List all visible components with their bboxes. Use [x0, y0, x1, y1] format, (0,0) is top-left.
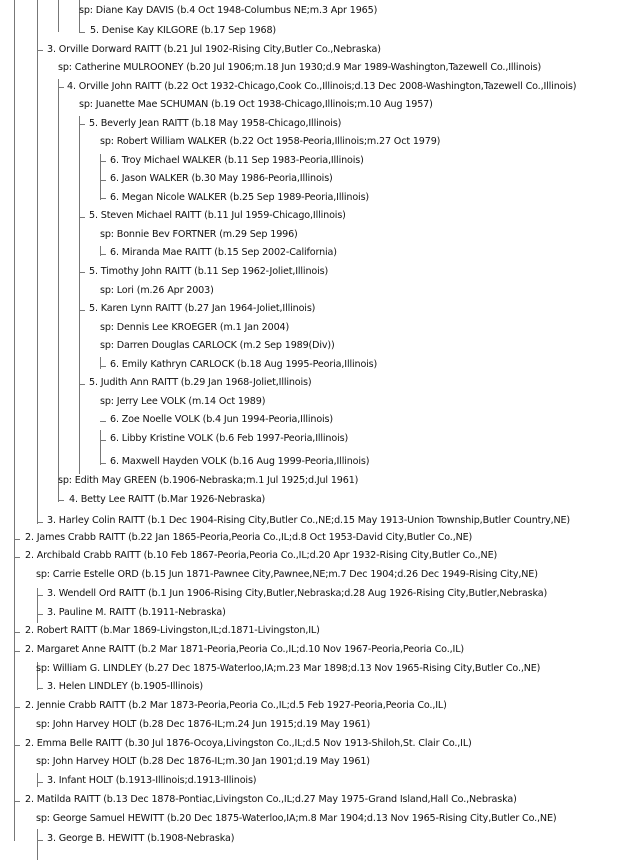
person-entry: 6. Zoe Noelle VOLK (b.4 Jun 1994-Peoria,Illinois)	[110, 414, 333, 425]
tree-line	[100, 357, 101, 369]
spouse-entry: sp: William G. LINDLEY (b.27 Dec 1875-Waterloo,IA;m.23 Mar 1898;d.13 Nov 1965-Rising City,Butler Co.,NE)	[36, 663, 541, 674]
tree-line	[100, 430, 101, 465]
person-entry: 6. Emily Kathryn CARLOCK (b.18 Aug 1995-Peoria,Illinois)	[110, 359, 378, 370]
tree-branch	[79, 124, 85, 125]
tree-branch	[14, 745, 20, 746]
tree-branch	[79, 32, 85, 33]
tree-branch	[100, 421, 106, 422]
person-entry: 3. Helen LINDLEY (b.1905-Illinois)	[47, 681, 203, 692]
tree-branch	[14, 801, 20, 802]
person-entry: 3. Orville Dorward RAITT (b.21 Jul 1902-Rising City,Butler Co.,Nebraska)	[47, 44, 381, 55]
person-entry: 5. Timothy John RAITT (b.11 Sep 1962-Joliet,Illinois)	[89, 266, 329, 277]
person-entry: 2. Robert RAITT (b.Mar 1869-Livingston,IL;d.1871-Livingston,IL)	[25, 625, 320, 636]
tree-branch	[100, 180, 106, 181]
person-entry: 4. Betty Lee RAITT (b.Mar 1926-Nebraska)	[69, 494, 266, 505]
person-entry: 2. Archibald Crabb RAITT (b.10 Feb 1867-Peoria,Peoria Co.,IL;d.20 Apr 1932-Rising City,Butler Co.,NE)	[25, 550, 498, 561]
spouse-entry: sp: Diane Kay DAVIS (b.4 Oct 1948-Columbus NE;m.3 Apr 1965)	[79, 5, 378, 16]
tree-branch	[37, 782, 43, 783]
tree-branch	[100, 198, 106, 199]
tree-branch	[100, 463, 106, 464]
tree-line	[58, 0, 59, 32]
spouse-entry: sp: Bonnie Bev FORTNER (m.29 Sep 1996)	[100, 229, 298, 240]
tree-branch	[100, 440, 106, 441]
tree-line	[37, 829, 38, 860]
person-entry: 2. James Crabb RAITT (b.22 Jan 1865-Peoria,Peoria Co.,IL;d.8 Oct 1953-David City,Butler Co.,NE)	[25, 532, 473, 543]
person-entry: 5. Karen Lynn RAITT (b.27 Jan 1964-Joliet,Illinois)	[89, 303, 316, 314]
tree-branch	[37, 840, 43, 841]
tree-branch	[100, 161, 106, 162]
tree-branch	[58, 500, 64, 501]
tree-branch	[37, 688, 43, 689]
tree-branch	[14, 557, 20, 558]
person-entry: 5. Denise Kay KILGORE (b.17 Sep 1968)	[90, 25, 277, 36]
spouse-entry: sp: Carrie Estelle ORD (b.15 Jun 1871-Pawnee City,Pawnee,NE;m.7 Dec 1904;d.26 Dec 1949-Rising City,NE)	[36, 569, 538, 580]
person-entry: 3. Pauline M. RAITT (b.1911-Nebraska)	[47, 607, 226, 618]
person-entry: 3. Wendell Ord RAITT (b.1 Jun 1906-Rising City,Butler,Nebraska;d.28 Aug 1926-Rising City,Butler,Nebraska)	[47, 588, 548, 599]
person-entry: 2. Margaret Anne RAITT (b.2 Mar 1871-Peoria,Peoria Co.,IL;d.10 Nov 1967-Peoria,Peoria Co.,IL)	[25, 644, 464, 655]
tree-line	[14, 0, 15, 841]
tree-branch	[58, 87, 64, 88]
spouse-entry: sp: Dennis Lee KROEGER (m.1 Jan 2004)	[100, 322, 290, 333]
spouse-entry: sp: George Samuel HEWITT (b.20 Dec 1875-Waterloo,IA;m.8 Mar 1904;d.13 Nov 1965-Rising City,Butler Co.,NE)	[36, 813, 557, 824]
tree-branch	[100, 254, 106, 255]
tree-branch	[14, 707, 20, 708]
person-entry: 6. Maxwell Hayden VOLK (b.16 Aug 1999-Peoria,Illinois)	[110, 456, 370, 467]
person-entry: 3. Harley Colin RAITT (b.1 Dec 1904-Rising City,Butler Co.,NE;d.15 May 1913-Union Township,Butler Country,NE)	[47, 515, 570, 526]
person-entry: 3. George B. HEWITT (b.1908-Nebraska)	[47, 833, 235, 844]
tree-line	[37, 588, 38, 623]
person-entry: 6. Megan Nicole WALKER (b.25 Sep 1989-Peoria,Illinois)	[110, 192, 370, 203]
tree-line	[79, 116, 80, 474]
spouse-entry: sp: Jerry Lee VOLK (m.14 Oct 1989)	[100, 396, 266, 407]
tree-branch	[37, 522, 43, 523]
tree-branch	[79, 384, 85, 385]
person-entry: 6. Miranda Mae RAITT (b.15 Sep 2002-California)	[110, 247, 337, 258]
tree-branch	[79, 272, 85, 273]
tree-branch	[14, 539, 20, 540]
person-entry: 5. Steven Michael RAITT (b.11 Jul 1959-Chicago,Illinois)	[89, 210, 346, 221]
spouse-entry: sp: Robert William WALKER (b.22 Oct 1958-Peoria,Illinois;m.27 Oct 1979)	[100, 136, 441, 147]
person-entry: 5. Judith Ann RAITT (b.29 Jan 1968-Joliet,Illinois)	[89, 377, 312, 388]
person-entry: 2. Matilda RAITT (b.13 Dec 1878-Pontiac,Livingston Co.,IL;d.27 May 1975-Grand Island,Hall Co.,Nebraska)	[25, 794, 517, 805]
person-entry: 4. Orville John RAITT (b.22 Oct 1932-Chicago,Cook Co.,Illinois;d.13 Dec 2008-Washington,Tazewell Co.,Illinois)	[67, 81, 577, 92]
tree-branch	[100, 366, 106, 367]
person-entry: 2. Emma Belle RAITT (b.30 Jul 1876-Ocoya,Livingston Co.,IL;d.5 Nov 1913-Shiloh,St. Clair Co.,IL)	[25, 738, 472, 749]
tree-branch	[37, 595, 43, 596]
person-entry: 6. Troy Michael WALKER (b.11 Sep 1983-Peoria,Illinois)	[110, 155, 364, 166]
tree-line	[58, 79, 59, 502]
spouse-entry: sp: Catherine MULROONEY (b.20 Jul 1906;m.18 Jun 1930;d.9 Mar 1989-Washington,Tazewell Co.,Illinois)	[58, 62, 542, 73]
person-entry: 3. Infant HOLT (b.1913-Illinois;d.1913-Illinois)	[47, 775, 257, 786]
tree-line	[37, 773, 38, 787]
spouse-entry: sp: Juanette Mae SCHUMAN (b.19 Oct 1938-Chicago,Illinois;m.10 Aug 1957)	[79, 99, 433, 110]
person-entry: 5. Beverly Jean RAITT (b.18 May 1958-Chicago,Illinois)	[89, 118, 342, 129]
tree-line	[37, 0, 38, 524]
tree-branch	[14, 651, 20, 652]
spouse-entry: sp: Darren Douglas CARLOCK (m.2 Sep 1989(Div))	[100, 340, 335, 351]
tree-branch	[14, 632, 20, 633]
spouse-entry: sp: Lori (m.26 Apr 2003)	[100, 285, 214, 296]
spouse-entry: sp: John Harvey HOLT (b.28 Dec 1876-IL;m.30 Jan 1901;d.19 May 1961)	[36, 756, 370, 767]
spouse-entry: sp: Edith May GREEN (b.1906-Nebraska;m.1 Jul 1925;d.Jul 1961)	[58, 475, 359, 486]
tree-branch	[79, 310, 85, 311]
person-entry: 6. Jason WALKER (b.30 May 1986-Peoria,Illinois)	[110, 173, 333, 184]
tree-branch	[37, 50, 43, 51]
person-entry: 2. Jennie Crabb RAITT (b.2 Mar 1873-Peoria,Peoria Co.,IL;d.5 Feb 1927-Peoria,Peoria Co.,IL)	[25, 700, 447, 711]
spouse-entry: sp: John Harvey HOLT (b.28 Dec 1876-IL;m.24 Jun 1915;d.19 May 1961)	[36, 719, 371, 730]
person-entry: 6. Libby Kristine VOLK (b.6 Feb 1997-Peoria,Illinois)	[110, 433, 349, 444]
tree-branch	[37, 614, 43, 615]
tree-branch	[79, 217, 85, 218]
